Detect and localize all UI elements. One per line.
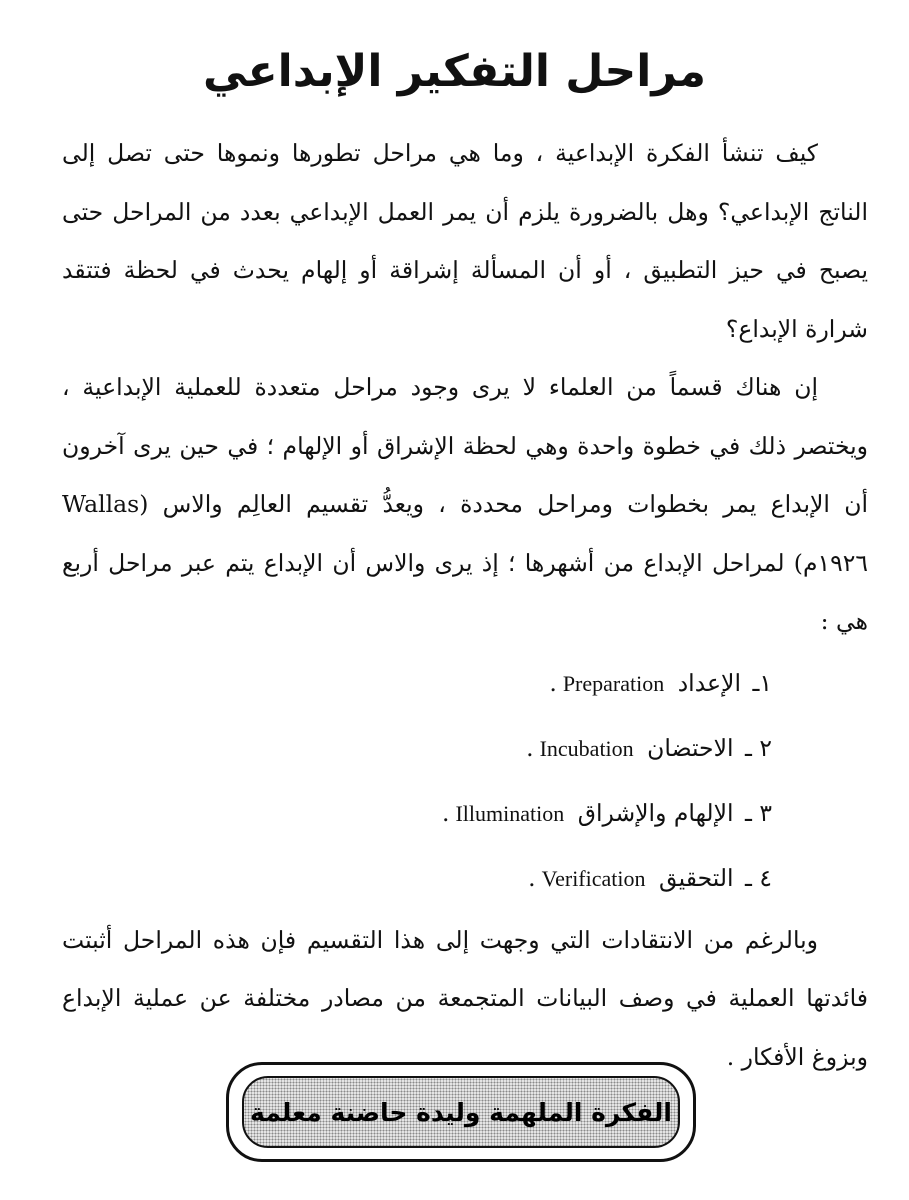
stage-end-mark: . (526, 733, 534, 762)
stage-item-incubation (62, 716, 868, 781)
stage-english-label: Incubation (539, 735, 634, 761)
slogan-banner (226, 1062, 696, 1162)
stages-list (62, 651, 868, 911)
stage-arabic-label: التحقيق (659, 863, 734, 892)
stage-number: ٢ ـ (745, 733, 772, 762)
stage-end-mark: . (549, 668, 557, 697)
intro-paragraph: كيف تنشأ الفكرة الإبداعية ، وما هي مراحل تطورها ونموها حتى تصل إلى الناتج الإبداعي؟ وهل بالضرورة يلزم أن يمر العمل الإبداعي بعدد من المراحل حتى يصبح في حيز التطبيق ، أو أن المسألة إشراقة أو إلهام يحدث في لحظة فتتقد شرارة الإبداع؟ (62, 139, 868, 343)
stage-arabic-label: الإعداد (677, 668, 741, 697)
article-body (62, 124, 868, 1086)
wallas-paragraph: إن هناك قسماً من العلماء لا يرى وجود مراحل متعددة للعملية الإبداعية ، ويختصر ذلك في خطوة واحدة وهي لحظة الإشراق أو الإلهام ؛ في حين يرى آخرون أن الإبداع يمر بخطوات ومراحل محددة ، ويعدُّ تقسيم العالِم والاس (Wallas ١٩٢٦م) لمراحل الإبداع من أشهرها ؛ إذ يرى والاس أن الإبداع يتم عبر مراحل أربع هي : (62, 373, 868, 635)
stage-english-label: Verification (541, 865, 646, 891)
stage-item-preparation (62, 651, 868, 716)
stage-english-label: Preparation (562, 670, 665, 696)
slogan-banner-inner (242, 1076, 680, 1148)
stage-english-label: Illumination (455, 800, 565, 826)
stage-arabic-label: الإلهام والإشراق (577, 798, 734, 827)
closing-paragraph: وبالرغم من الانتقادات التي وجهت إلى هذا التقسيم فإن هذه المراحل أثبتت فائدتها العملية في وصف البيانات المتجمعة من مصادر مختلفة عن عملية الإبداع وبزوغ الأفكار . (62, 925, 868, 1071)
slogan-text: الفكرة الملهمة وليدة حاضنة معلمة (250, 1097, 672, 1127)
stage-arabic-label: الاحتضان (647, 733, 734, 762)
stage-item-illumination (62, 781, 868, 846)
page-title: مراحل التفكير الإبداعي (203, 46, 706, 97)
stage-number: ٣ ـ (745, 798, 772, 827)
stage-end-mark: . (528, 863, 536, 892)
stage-number: ٤ ـ (745, 863, 772, 892)
stage-number: ١ـ (752, 668, 772, 697)
stage-item-verification (62, 846, 868, 911)
stage-end-mark: . (441, 798, 450, 827)
